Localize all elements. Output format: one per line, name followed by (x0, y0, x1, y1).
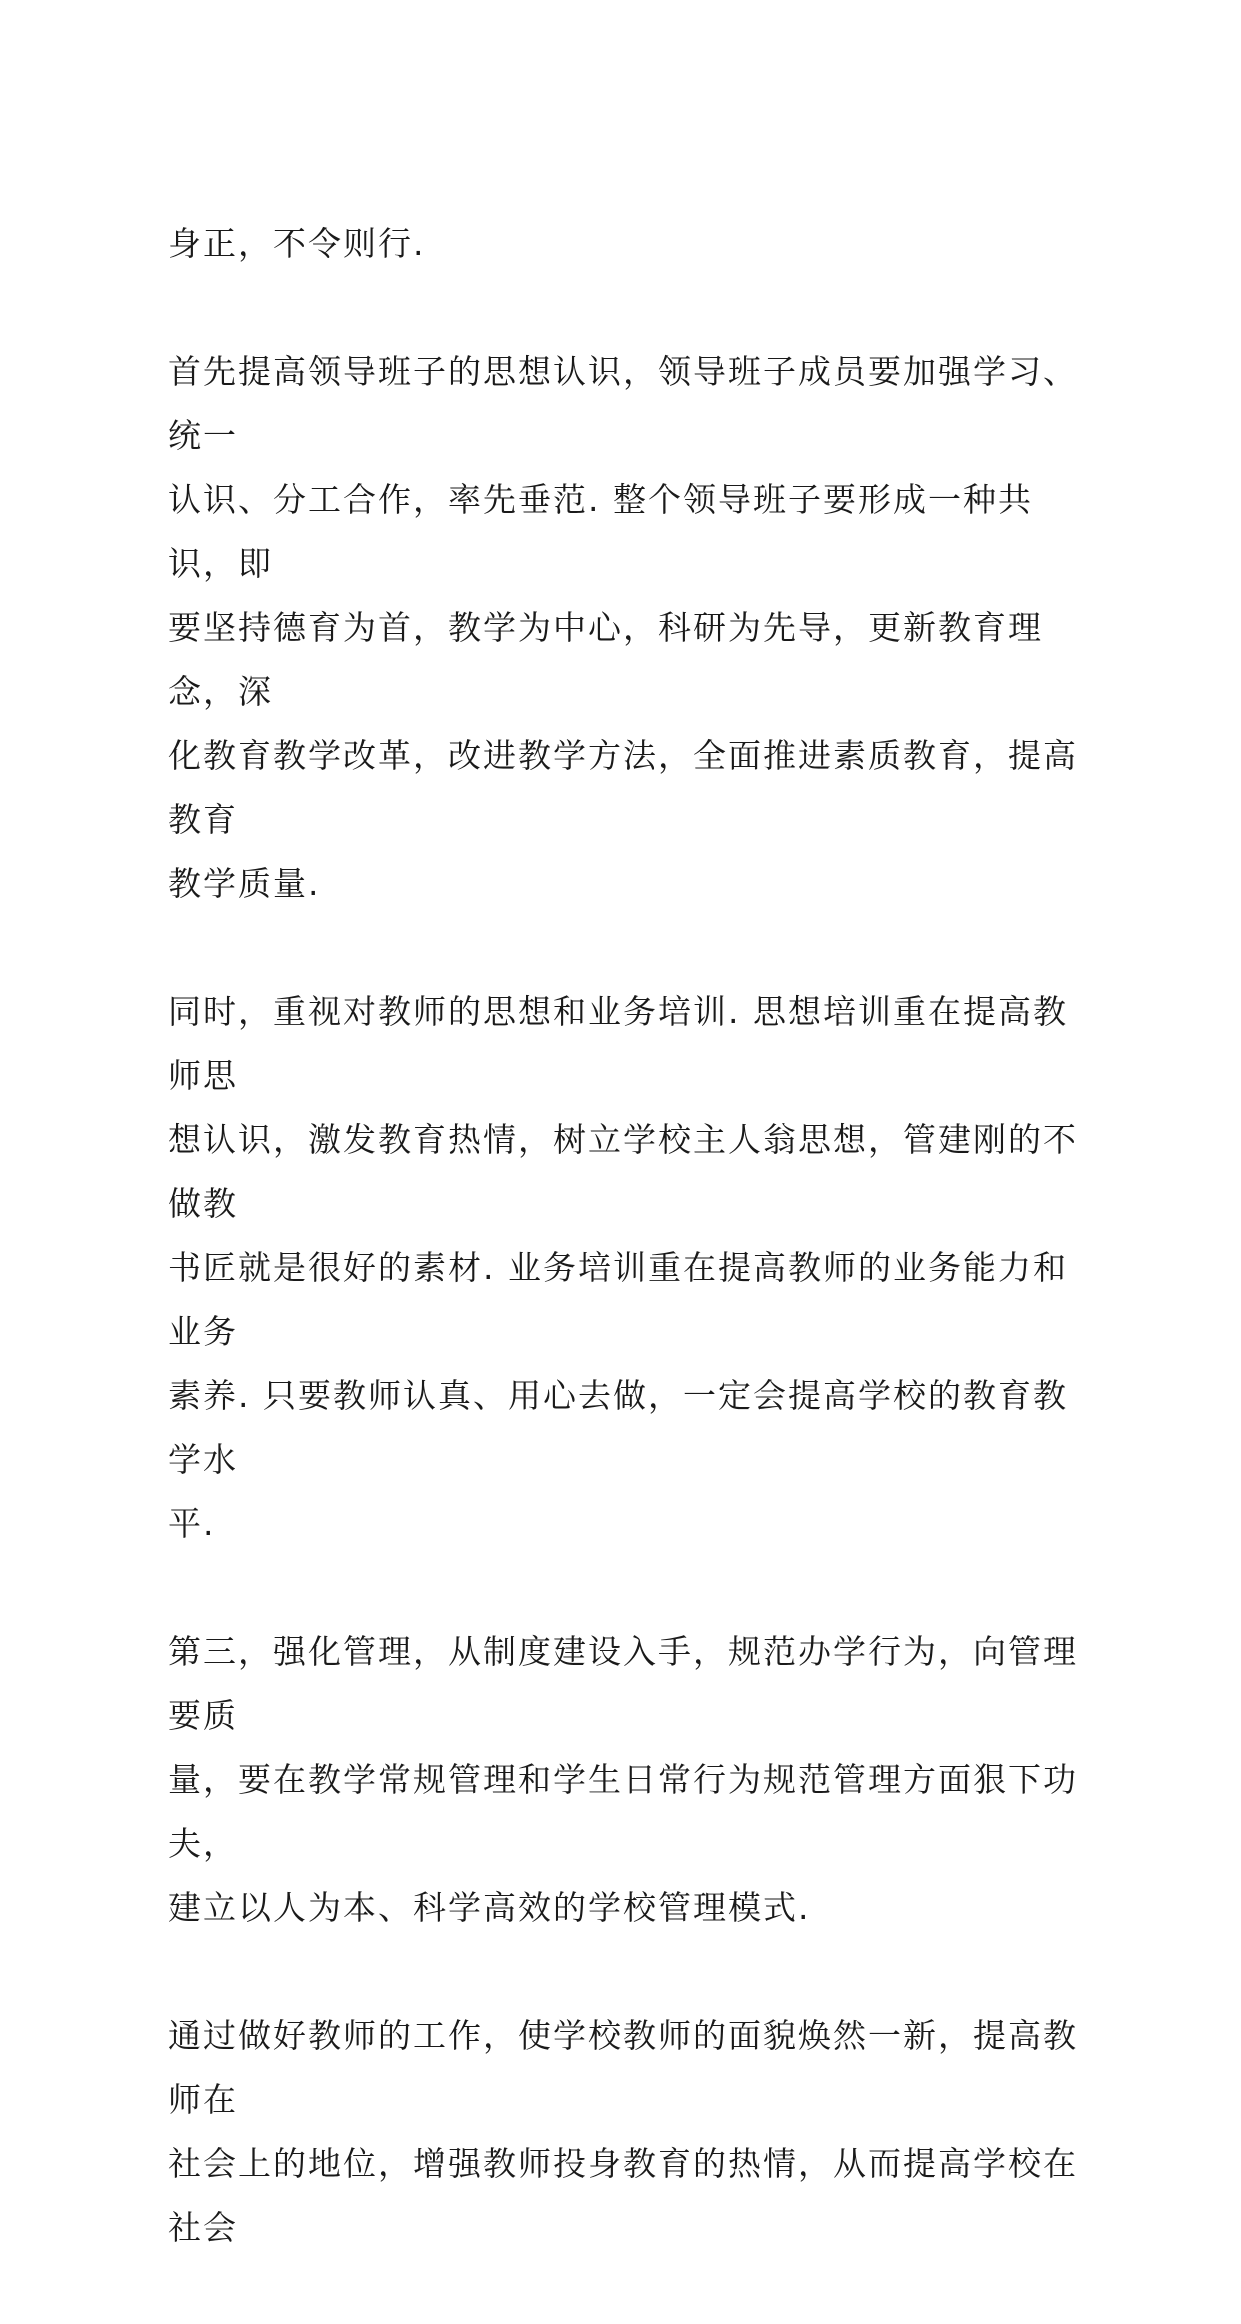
paragraph-4: 第三，强化管理，从制度建设入手，规范办学行为，向管理要质 量，要在教学常规管理和学生日常行为规范管理方面狠下功夫， 建立以人为本、科学高效的学校管理模式. (168, 1632, 1078, 1927)
document-body (168, 212, 1098, 2324)
paragraph-5: 通过做好教师的工作，使学校教师的面貌焕然一新，提高教师在 社会上的地位，增强教师投身教育的热情，从而提高学校在社会 (168, 2016, 1078, 2247)
paragraph-2: 首先提高领导班子的思想认识，领导班子成员要加强学习、统一 认识、分工合作，率先垂范. 整个领导班子要形成一种共识，即 要坚持德育为首，教学为中心，科研为先导，更新教育理念，深 化教育教学改革，改进教学方法，全面推进素质教育，提高教育 教学质量. (168, 352, 1078, 903)
paragraph-3: 同时，重视对教师的思想和业务培训. 思想培训重在提高教师思 想认识，激发教育热情，树立学校主人翁思想，管建刚的不做教 书匠就是很好的素材. 业务培训重在提高教师的业务能力和业务 素养. 只要教师认真、用心去做，一定会提高学校的教育教学水 平. (168, 992, 1078, 1543)
paragraph-1: 身正，不令则行. (168, 224, 426, 263)
